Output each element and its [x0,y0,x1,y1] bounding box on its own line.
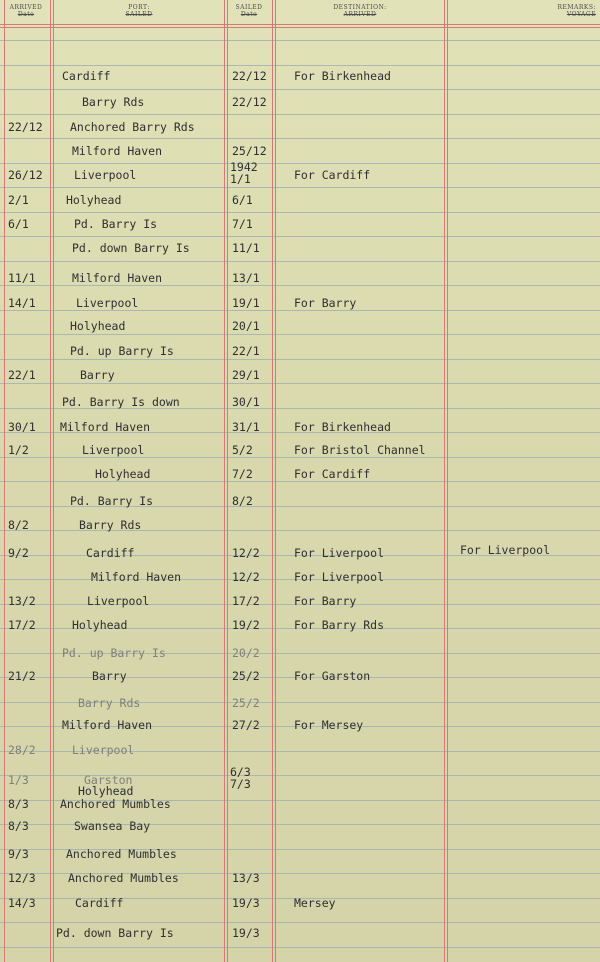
ruled-line [0,285,600,286]
port-name: Holyhead [70,319,126,333]
sailed-date: 7/1 [232,217,253,231]
port-name: Barry [80,368,115,382]
port-name: Pd. down Barry Is [56,926,174,940]
ruled-line [0,65,600,66]
arrived-date: 8/3 [8,819,29,833]
ruled-line [0,212,600,213]
sailed-date: 6/1 [232,193,253,207]
port-name: Barry Rds [78,696,141,710]
header-remarks: REMARKS: VOYAGE [557,4,596,18]
ruled-line [0,947,600,948]
ruled-line [0,138,600,139]
destination: For Barry [294,594,357,608]
destination: For Mersey [294,718,364,732]
sailed-date: 8/2 [232,494,253,508]
sailed-date: 25/2 [232,696,260,710]
port-name: Pd. down Barry Is [72,241,190,255]
arrived-date: 6/1 [8,217,29,231]
header-destination: DESTINATION: ARRIVED [333,4,387,18]
sailed-date: 22/12 [232,69,267,83]
port-name: Swansea Bay [74,819,151,833]
sailed-date: 13/1 [232,271,260,285]
arrived-date: 14/3 [8,896,36,910]
destination: For Cardiff [294,467,371,481]
port-name: Pd. Barry Is [70,494,154,508]
ruled-line [0,922,600,923]
port-name: Barry Rds [79,518,142,532]
sailed-date: 22/12 [232,95,267,109]
column-line [224,0,225,962]
port-name: Milford Haven [91,570,182,584]
ruled-line [0,334,600,335]
port-name: Cardiff [75,896,124,910]
port-name: Anchored Mumbles [68,871,179,885]
port-name: Holyhead [72,618,128,632]
port-name: Liverpool [74,168,137,182]
arrived-date: 2/1 [8,193,29,207]
port-name: Pd. up Barry Is [62,646,166,660]
sailed-date: 12/2 [232,570,260,584]
ruled-line [0,89,600,90]
ruled-line [0,310,600,311]
ruled-line [0,163,600,164]
destination: For Barry [294,296,357,310]
arrived-date: 28/2 [8,743,36,757]
port-name: Pd. up Barry Is [70,344,174,358]
arrived-date: 26/12 [8,168,43,182]
destination: For Barry Rds [294,618,385,632]
port-name: Liverpool [72,743,135,757]
ruled-line [0,383,600,384]
header-rule [0,24,600,25]
arrived-date: 14/1 [8,296,36,310]
header-sailed: SAILED Date [235,4,263,18]
destination: For Birkenhead [294,420,391,434]
port-name: Milford Haven [62,718,153,732]
sailed-date: 29/1 [232,368,260,382]
sailed-date: 25/12 [232,144,267,158]
sailed-date: 7/2 [232,467,253,481]
ruled-line [0,114,600,115]
port-name: Barry Rds [82,95,145,109]
port-name: Pd. Barry Is [74,217,158,231]
header-port: PORT: SAILED [125,4,153,18]
destination: For Garston [294,669,371,683]
port-name: Anchored Mumbles [66,847,177,861]
sailed-date: 7/3 [230,777,251,791]
sailed-date: 17/2 [232,594,260,608]
sailed-date: 31/1 [232,420,260,434]
sailed-date: 1/1 [230,172,251,186]
sailed-date: 5/2 [232,443,253,457]
destination: For Liverpool [294,546,385,560]
destination: For Cardiff [294,168,371,182]
port-name: Garston [84,773,133,787]
column-line [4,0,5,962]
arrived-date: 11/1 [8,271,36,285]
ruled-line [0,40,600,41]
ruled-line [0,481,600,482]
arrived-date: 30/1 [8,420,36,434]
column-line [50,0,51,962]
sailed-date: 27/2 [232,718,260,732]
ruled-line [0,187,600,188]
arrived-date: 22/1 [8,368,36,382]
sailed-date: 19/1 [232,296,260,310]
port-name: Milford Haven [72,144,163,158]
ruled-line [0,236,600,237]
arrived-date: 1/2 [8,443,29,457]
port-name: Barry [92,669,127,683]
arrived-date: 17/2 [8,618,36,632]
port-name: Holyhead [66,193,122,207]
header-rule-2 [0,27,600,28]
port-name: Cardiff [62,69,111,83]
ruled-line [0,261,600,262]
port-name: Liverpool [76,296,139,310]
arrived-date: 8/2 [8,518,29,532]
port-name: Milford Haven [60,420,151,434]
destination: For Bristol Channel [294,443,426,457]
destination: Mersey [294,896,336,910]
port-name: Liverpool [82,443,145,457]
sailed-date: 20/2 [232,646,260,660]
sailed-date: 25/2 [232,669,260,683]
sailed-date: 19/3 [232,926,260,940]
sailed-date: 19/3 [232,896,260,910]
port-name: Pd. Barry Is down [62,395,180,409]
sailed-date: 22/1 [232,344,260,358]
arrived-date: 9/3 [8,847,29,861]
arrived-date: 21/2 [8,669,36,683]
port-name: Holyhead [95,467,151,481]
ruled-line [0,359,600,360]
sailed-date: 20/1 [232,319,260,333]
arrived-date: 9/2 [8,546,29,560]
ruled-line [0,457,600,458]
sailed-date: 12/2 [232,546,260,560]
arrived-date: 12/3 [8,871,36,885]
sailed-date: 6/3 [230,765,251,779]
sailed-date: 11/1 [232,241,260,255]
port-name: Anchored Mumbles [60,797,171,811]
port-name: Milford Haven [72,271,163,285]
destination: For Birkenhead [294,69,391,83]
arrived-date: 22/12 [8,120,43,134]
arrived-date: 1/3 [8,773,29,787]
port-name: Cardiff [86,546,135,560]
sailed-date: 19/2 [232,618,260,632]
arrived-date: 8/3 [8,797,29,811]
sailed-date: 30/1 [232,395,260,409]
destination: For Liverpool [294,570,385,584]
port-name: Anchored Barry Rds [70,120,195,134]
remarks: For Liverpool [460,543,551,557]
sailed-date: 13/3 [232,871,260,885]
arrived-date: 13/2 [8,594,36,608]
port-name: Holyhead [78,784,134,798]
port-name: Liverpool [87,594,150,608]
column-line [272,0,273,962]
header-arrived: ARRIVED Date [9,4,43,18]
sailed-date: 1942 [230,160,258,174]
column-line [444,0,445,962]
